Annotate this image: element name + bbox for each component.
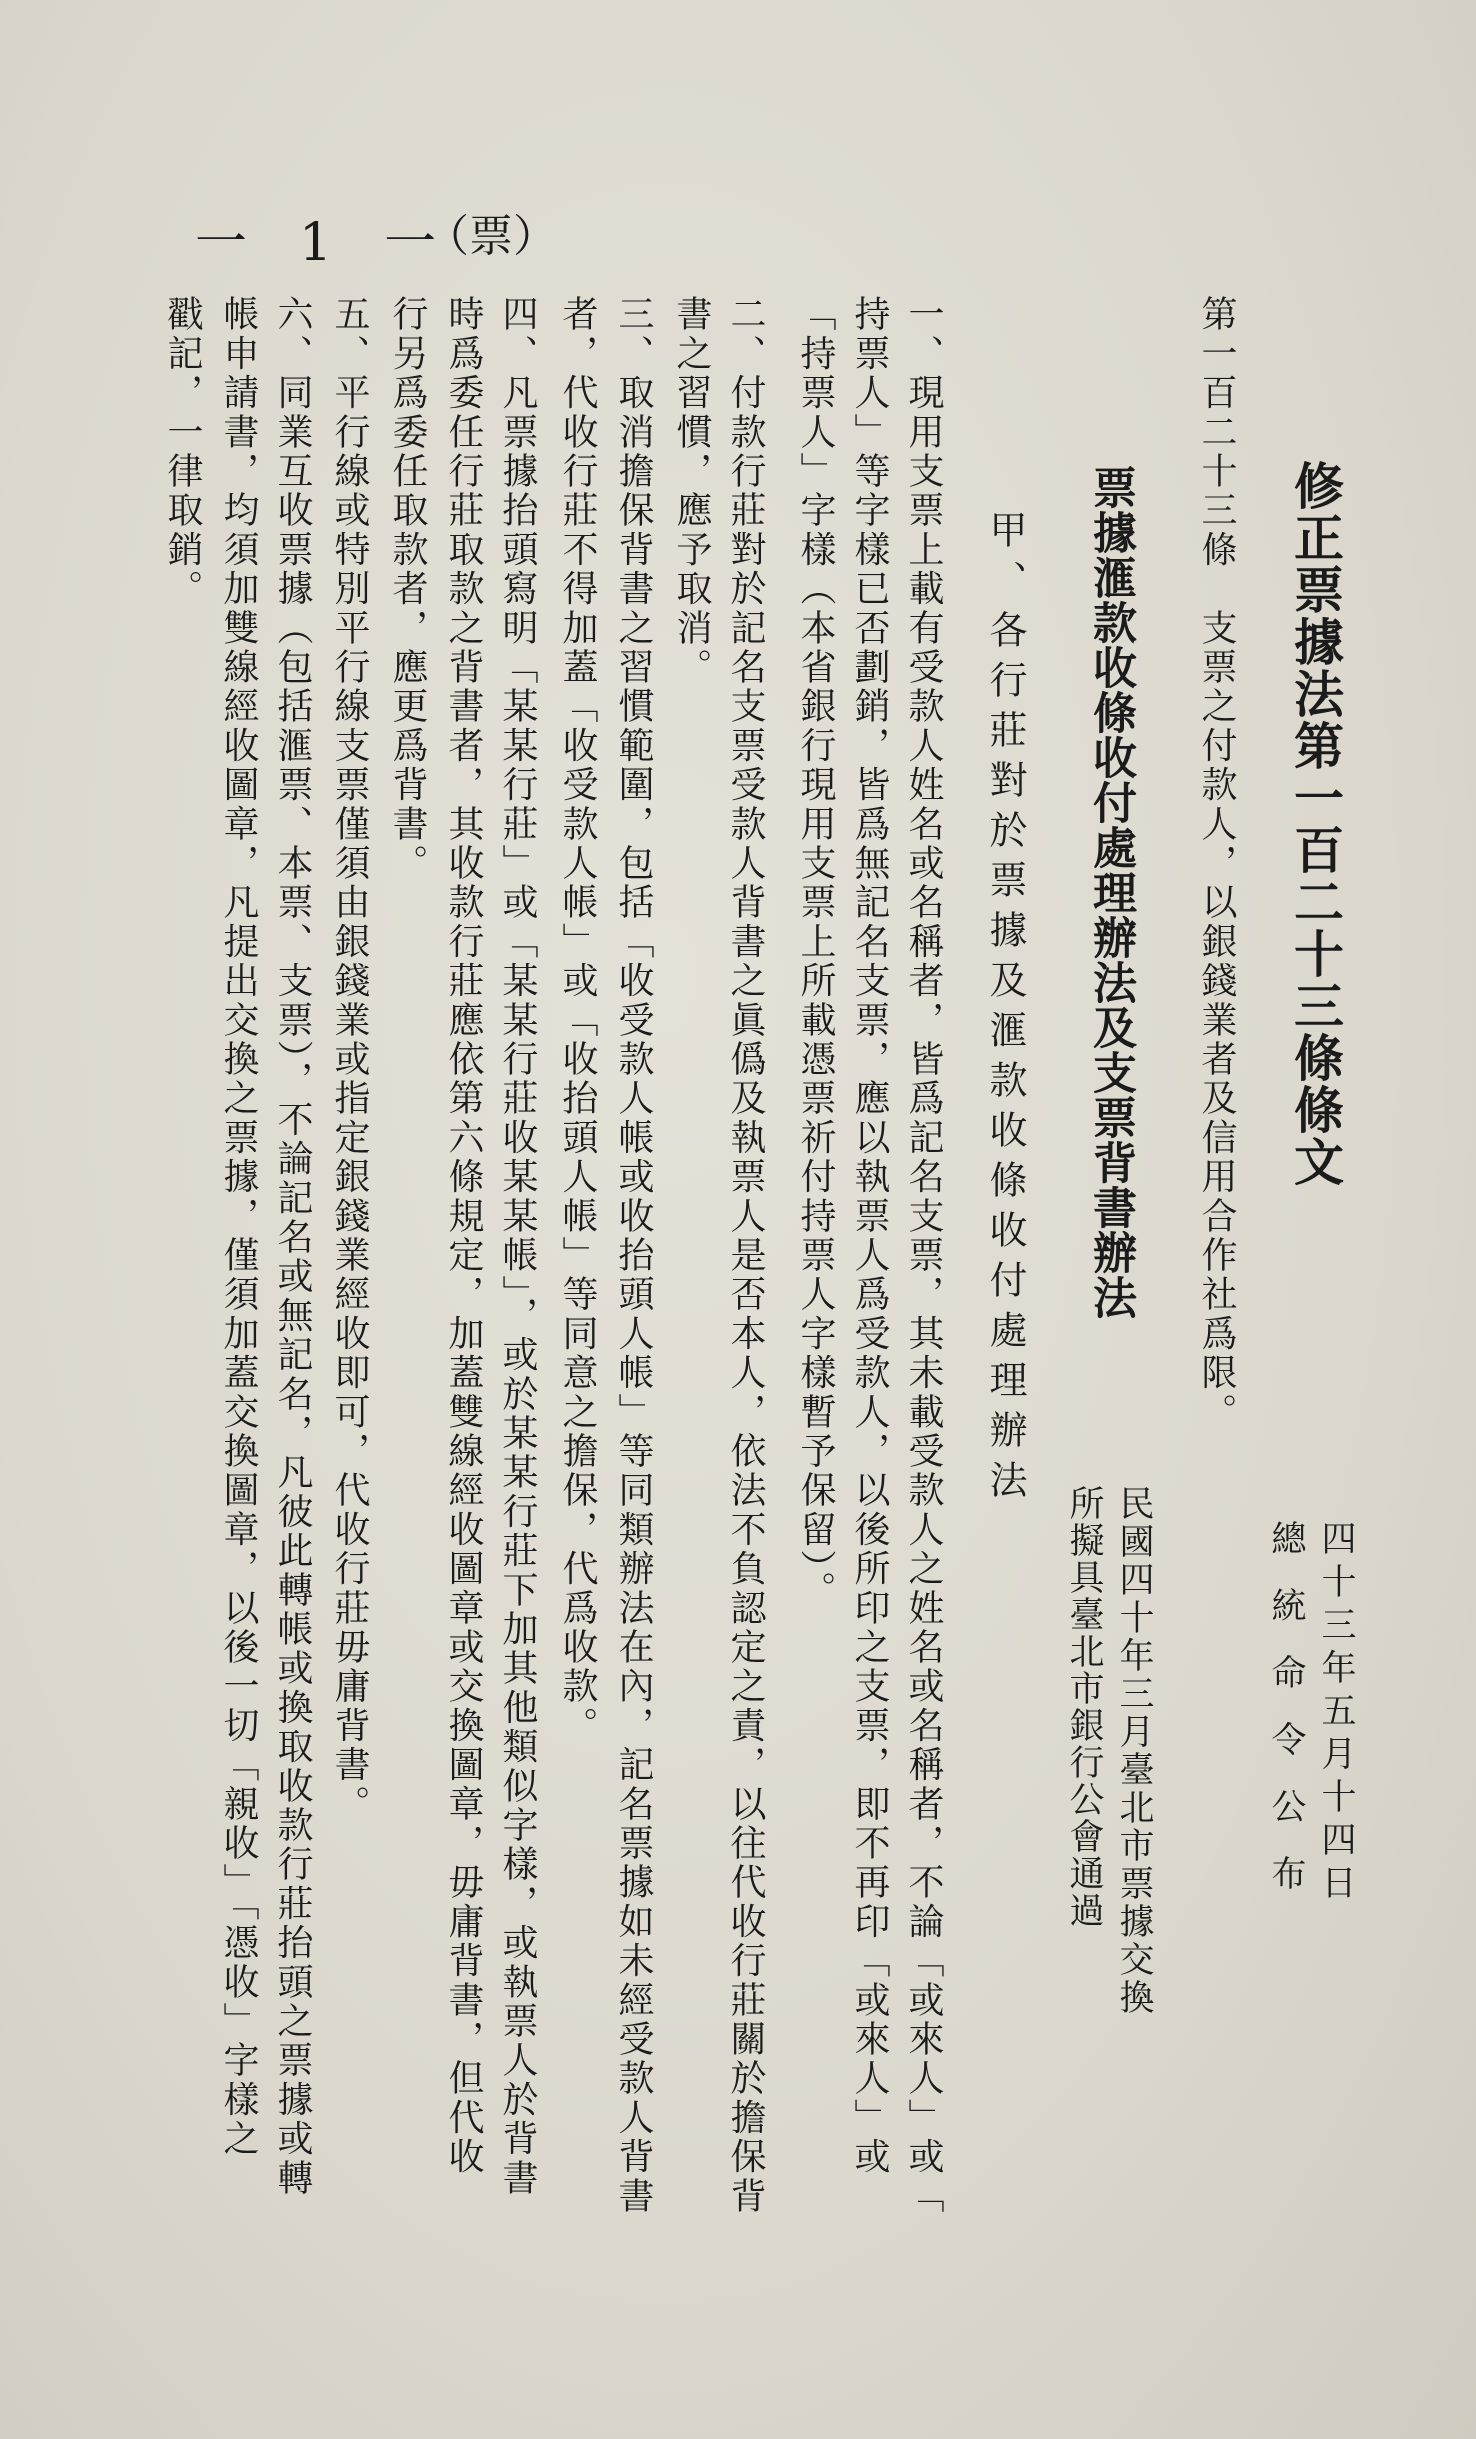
page-number: 一 1 一 (195, 213, 437, 273)
paragraph-line: 六、同業互收票據（包括滙票、本票、支票），不論記名或無記名，凡彼此轉帳或換取收款行莊抬頭之票據或轉 (272, 295, 313, 2198)
paragraph-line: 四、凡票據抬頭寫明「某某行莊」或「某某行莊收某某帳」，或於某某行莊下加其他類似字樣，或執票人於背書 (497, 295, 538, 2198)
meeting-note-line2: 所擬具臺北市銀行公會通過 (1064, 1485, 1104, 1929)
promulgation-date: 四十三年五月十四日 (1316, 1520, 1356, 1907)
meeting-note-line1: 民國四十年三月臺北市票據交換 (1114, 1485, 1154, 2017)
paragraph-line: 戳記，一律取銷。 (162, 295, 203, 609)
article-text: 第一百二十三條 支票之付款人，以銀錢業者及信用合作社爲限。 (1196, 295, 1237, 1432)
paragraph-line: 時爲委任行莊取款之背書者，其收款行莊應依第六條規定，加蓋雙線經收圖章或交換圖章，毋庸背書，但代收 (443, 295, 484, 2177)
paragraph-line: 書之習慣，應予取消。 (671, 295, 712, 687)
section-marker: （票） (425, 211, 557, 262)
section-a-title: 甲、各行莊對於票據及滙款收條收付處理辦法 (983, 510, 1027, 1510)
paragraph-line: 行另爲委任取款者，應更爲背書。 (387, 295, 428, 883)
paragraph-line: 五、平行線或特別平行線支票僅須由銀錢業或指定銀錢業經收即可，代收行莊毋庸背書。 (329, 295, 370, 1824)
paragraph-line: 持票人」等字樣已否劃銷，皆爲無記名支票，應以執票人爲受款人，以後所印之支票，即不再印「或來人」或 (849, 295, 890, 2177)
paragraph-line: 「持票人」字樣（本省銀行現用支票上所載憑票祈付持票人字樣暫予保留）。 (795, 295, 836, 1610)
paragraph-line: 二、付款行莊對於記名支票受款人背書之眞僞及執票人是否本人，依法不負認定之責，以往代收行莊關於擔保背 (725, 295, 766, 2216)
paragraph-line: 者，代收行莊不得加蓋「收受款人帳」或「收抬頭人帳」等同意之擔保，代爲收款。 (557, 295, 598, 1746)
document-subtitle: 票據滙款收條收付處理辦法及支票背書辦法 (1085, 465, 1136, 1320)
document-title: 修正票據法第一百二十三條條文 (1286, 460, 1345, 1188)
paragraph-line: 一、現用支票上載有受款人姓名或名稱者，皆爲記名支票，其未載受款人之姓名或名稱者，不論「或來人」或「 (903, 295, 944, 2216)
paragraph-line: 三、取消擔保背書之習慣範圍，包括「收受款人帳或收抬頭人帳」等同類辦法在內，記名票據如未經受款人背書 (613, 295, 654, 2216)
paragraph-line: 帳申請書，均須加雙線經收圖章，凡提出交換之票據，僅須加蓋交換圖章，以後一切「親收」「憑收」字樣之 (218, 295, 259, 2159)
promulgation-authority: 總統命令公布 (1266, 1520, 1306, 1922)
